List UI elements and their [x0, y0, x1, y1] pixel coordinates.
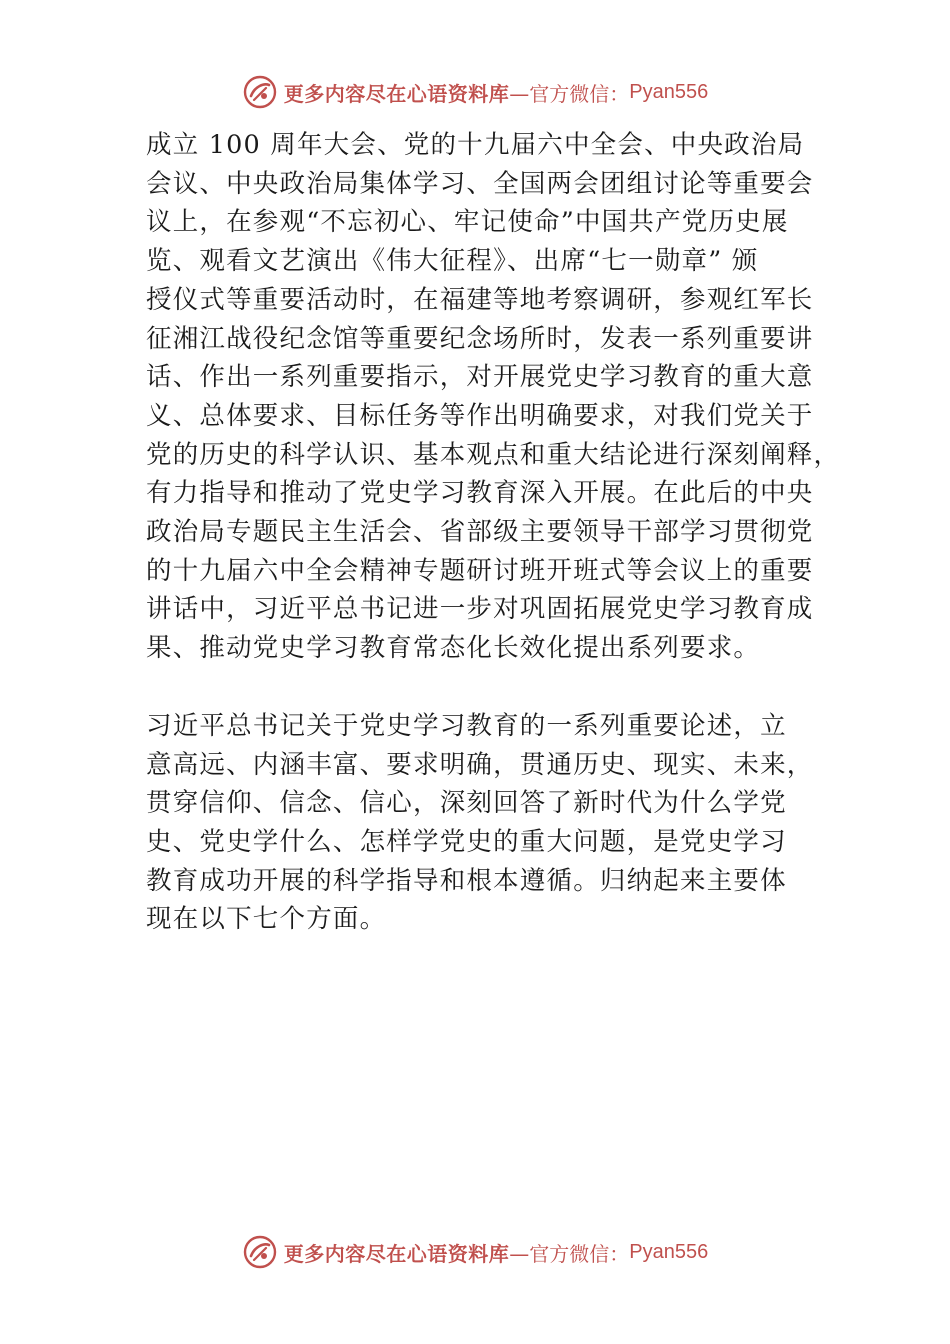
text-line: 史、党史学什么、怎样学党史的重大问题，是党史学习 — [146, 826, 787, 857]
footer-banner — [0, 1230, 950, 1274]
paragraph — [146, 126, 841, 668]
banner-separator: —官方微信： — [509, 1241, 630, 1266]
text-line: 话、作出一系列重要指示，对开展党史学习教育的重大意 — [146, 362, 814, 393]
text-line: 会议、中央政治局集体学习、全国两会团组讨论等重要会 — [146, 168, 814, 199]
banner-title: 更多内容尽在心语资料库 — [283, 1241, 510, 1266]
banner-wechat-handle: Pyan556 — [629, 80, 709, 103]
seal-logo-icon — [242, 74, 278, 110]
text-line: 征湘江战役纪念馆等重要纪念场所时，发表一系列重要讲 — [146, 323, 814, 354]
text-line: 授仪式等重要活动时，在福建等地考察调研，参观红军长 — [146, 284, 814, 315]
text-line: 教育成功开展的科学指导和根本遵循。归纳起来主要体 — [146, 865, 787, 896]
paragraph — [146, 707, 836, 939]
text-line: 意高远、内涵丰富、要求明确，贯通历史、现实、未来， — [146, 749, 814, 780]
text-line: 党的历史的科学认识、基本观点和重大结论进行深刻阐释， — [146, 439, 841, 470]
banner-title: 更多内容尽在心语资料库 — [283, 81, 510, 106]
document-body — [146, 126, 841, 939]
text-line: 成立 100 周年大会、党的十九届六中全会、中央政治局 — [146, 130, 805, 160]
text-line: 的十九届六中全会精神专题研讨班开班式等会议上的重要 — [146, 555, 814, 586]
header-banner — [0, 70, 950, 114]
text-line: 果、推动党史学习教育常态化长效化提出系列要求。 — [146, 633, 761, 664]
text-line: 现在以下七个方面。 — [146, 904, 387, 935]
text-line: 有力指导和推动了党史学习教育深入开展。在此后的中央 — [146, 478, 814, 509]
text-line: 议上，在参观“不忘初心、牢记使命”中国共产党历史展 — [146, 207, 789, 238]
text-line: 讲话中，习近平总书记进一步对巩固拓展党史学习教育成 — [146, 594, 814, 625]
banner-wechat-handle: Pyan556 — [629, 1240, 709, 1263]
banner-separator: —官方微信： — [509, 81, 630, 106]
text-line: 习近平总书记关于党史学习教育的一系列重要论述，立 — [146, 710, 787, 741]
text-line: 政治局专题民主生活会、省部级主要领导干部学习贯彻党 — [146, 517, 814, 548]
text-line: 贯穿信仰、信念、信心，深刻回答了新时代为什么学党 — [146, 788, 787, 819]
text-line: 义、总体要求、目标任务等作出明确要求，对我们党关于 — [146, 400, 814, 431]
seal-logo-icon — [242, 1234, 278, 1270]
text-line: 览、观看文艺演出《伟大征程》、出席“七一勋章” 颁 — [146, 246, 759, 277]
